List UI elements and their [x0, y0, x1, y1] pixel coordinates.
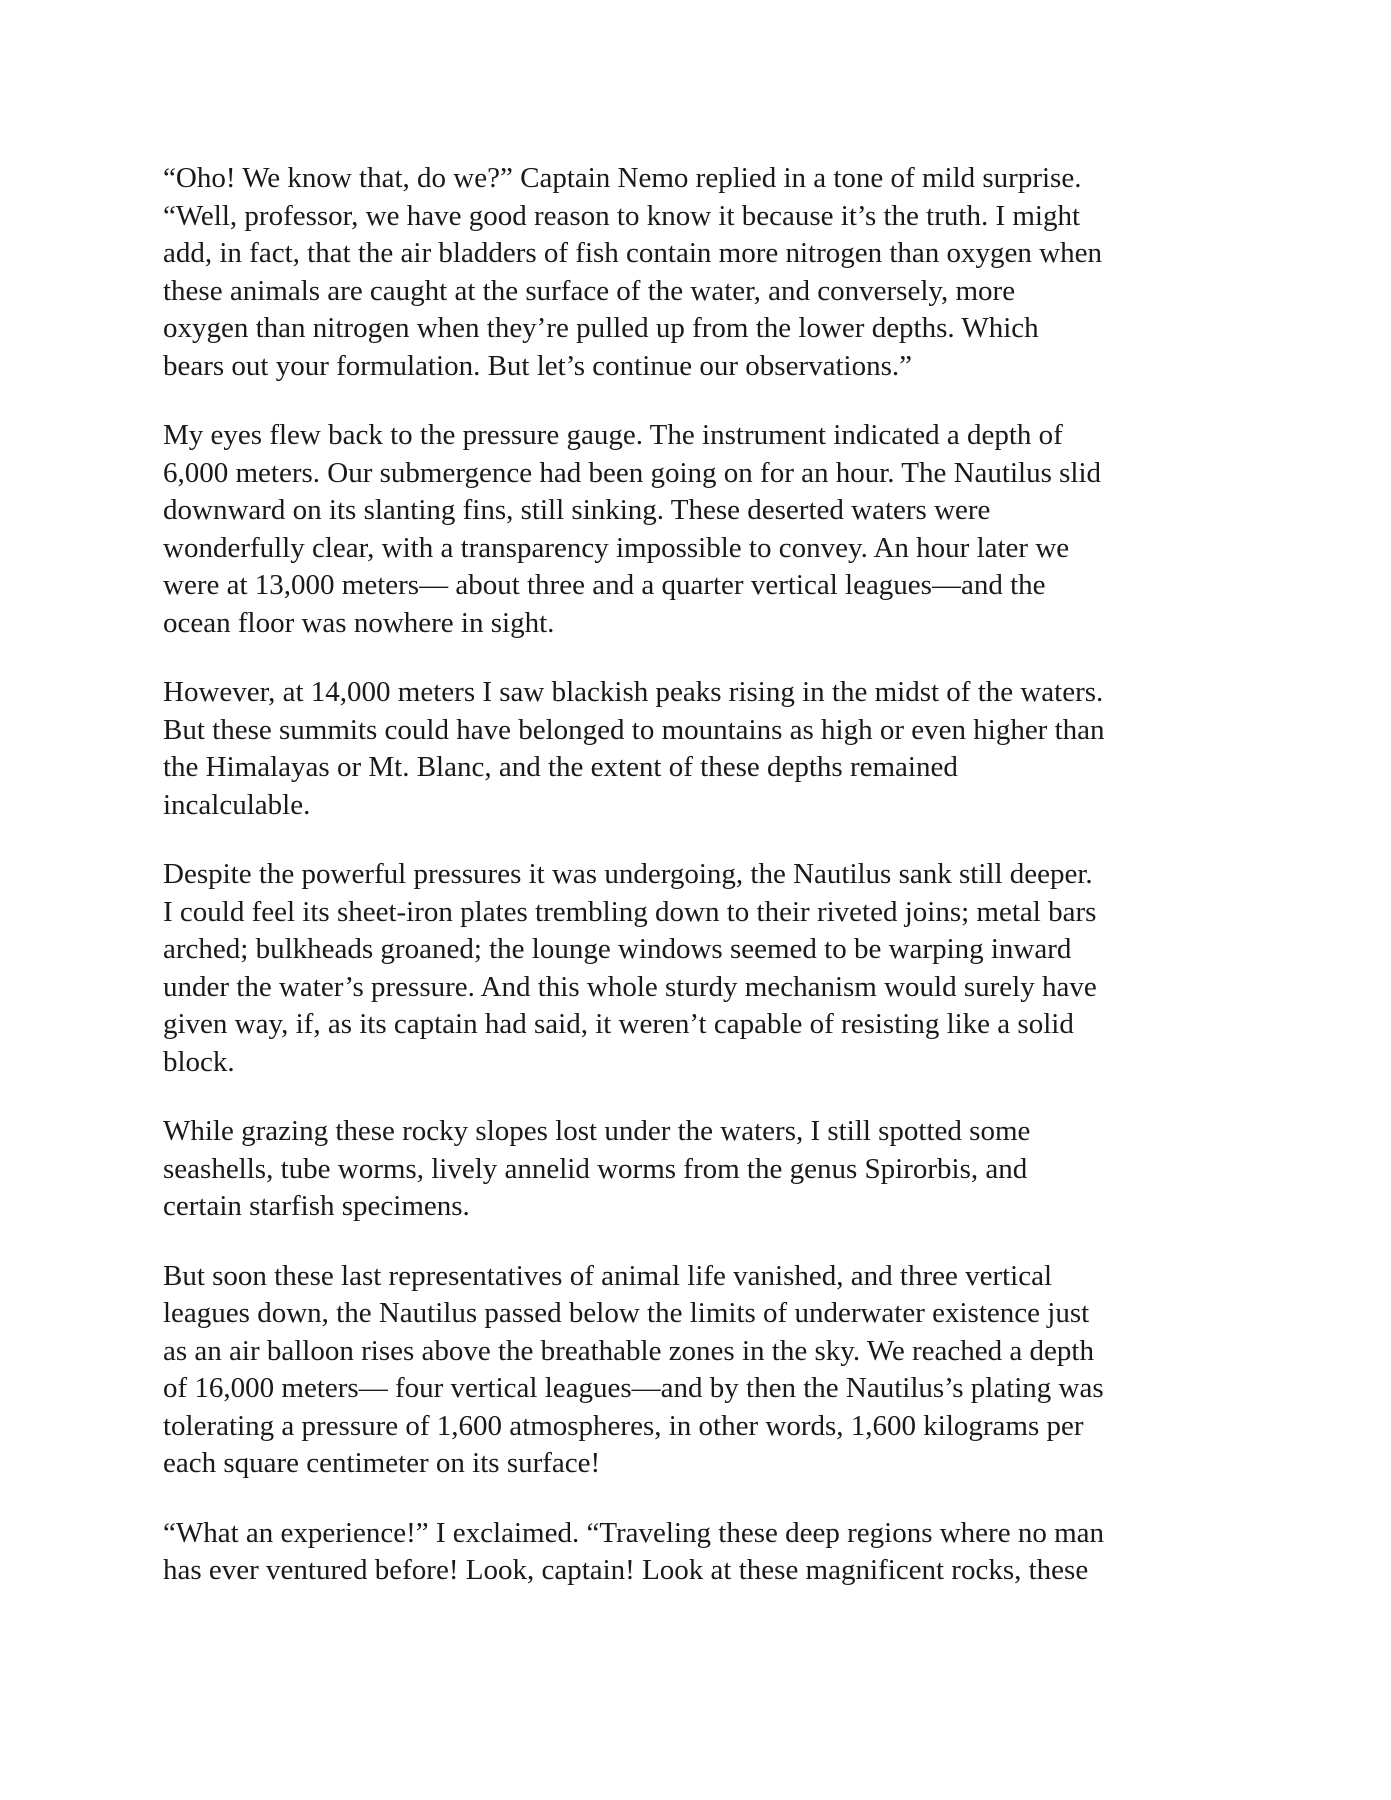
text-line: certain starfish specimens.	[163, 1190, 470, 1222]
text-line: of 16,000 meters— four vertical leagues—and by then the Nautilus’s plating was	[163, 1372, 1104, 1404]
text-line: were at 13,000 meters— about three and a quarter vertical leagues—and the	[163, 569, 1046, 601]
paragraph-2	[163, 417, 1243, 642]
text-line: as an air balloon rises above the breathable zones in the sky. We reached a depth	[163, 1334, 1094, 1367]
text-line: “Well, professor, we have good reason to know it because it’s the truth. I might	[163, 199, 1081, 232]
text-line: oxygen than nitrogen when they’re pulled up from the lower depths. Which	[163, 312, 1039, 344]
text-line: tolerating a pressure of 1,600 atmospheres, in other words, 1,600 kilograms per	[163, 1409, 1084, 1442]
text-line: block.	[163, 1045, 235, 1078]
text-line: leagues down, the Nautilus passed below the limits of underwater existence just	[163, 1297, 1090, 1329]
text-line: bears out your formulation. But let’s continue our observations.”	[163, 349, 913, 382]
paragraph-7	[163, 1515, 1243, 1590]
text-line: the Himalayas or Mt. Blanc, and the extent of these depths remained	[163, 751, 958, 783]
paragraph-6	[163, 1258, 1243, 1483]
paragraph-1	[163, 160, 1243, 385]
text-line: 6,000 meters. Our submergence had been going on for an hour. The Nautilus slid	[163, 456, 1102, 489]
text-line: While grazing these rocky slopes lost under the waters, I still spotted some	[163, 1115, 1031, 1147]
paragraph-4	[163, 856, 1243, 1081]
paragraph-5	[163, 1113, 1243, 1226]
text-line: “Oho! We know that, do we?” Captain Nemo replied in a tone of mild surprise.	[163, 162, 1082, 194]
text-line: “What an experience!” I exclaimed. “Traveling these deep regions where no man	[163, 1516, 1105, 1549]
text-line: each square centimeter on its surface!	[163, 1447, 601, 1479]
text-line: arched; bulkheads groaned; the lounge windows seemed to be warping inward	[163, 933, 1072, 965]
text-line: given way, if, as its captain had said, it weren’t capable of resisting like a solid	[163, 1008, 1074, 1040]
paragraph-3	[163, 674, 1243, 824]
text-line: add, in fact, that the air bladders of fish contain more nitrogen than oxygen when	[163, 237, 1102, 269]
text-line: downward on its slanting fins, still sinking. These deserted waters were	[163, 494, 991, 526]
text-line: ocean floor was nowhere in sight.	[163, 606, 555, 639]
text-line: incalculable.	[163, 788, 311, 821]
text-line: My eyes flew back to the pressure gauge. The instrument indicated a depth of	[163, 419, 1063, 451]
text-line: But soon these last representatives of animal life vanished, and three vertical	[163, 1259, 1053, 1292]
text-line: these animals are caught at the surface of the water, and conversely, more	[163, 274, 1016, 307]
text-line: But these summits could have belonged to mountains as high or even higher than	[163, 713, 1105, 746]
text-line: under the water’s pressure. And this whole sturdy mechanism would surely have	[163, 970, 1097, 1003]
text-line: However, at 14,000 meters I saw blackish peaks rising in the midst of the waters.	[163, 676, 1104, 708]
text-line: wonderfully clear, with a transparency impossible to convey. An hour later we	[163, 531, 1070, 564]
body-text	[163, 160, 1243, 1622]
text-line: Despite the powerful pressures it was undergoing, the Nautilus sank still deeper.	[163, 858, 1093, 890]
text-line: I could feel its sheet-iron plates trembling down to their riveted joins; metal bars	[163, 895, 1097, 928]
text-line: seashells, tube worms, lively annelid worms from the genus Spirorbis, and	[163, 1152, 1028, 1185]
text-line: has ever ventured before! Look, captain! Look at these magnificent rocks, these	[163, 1554, 1089, 1586]
